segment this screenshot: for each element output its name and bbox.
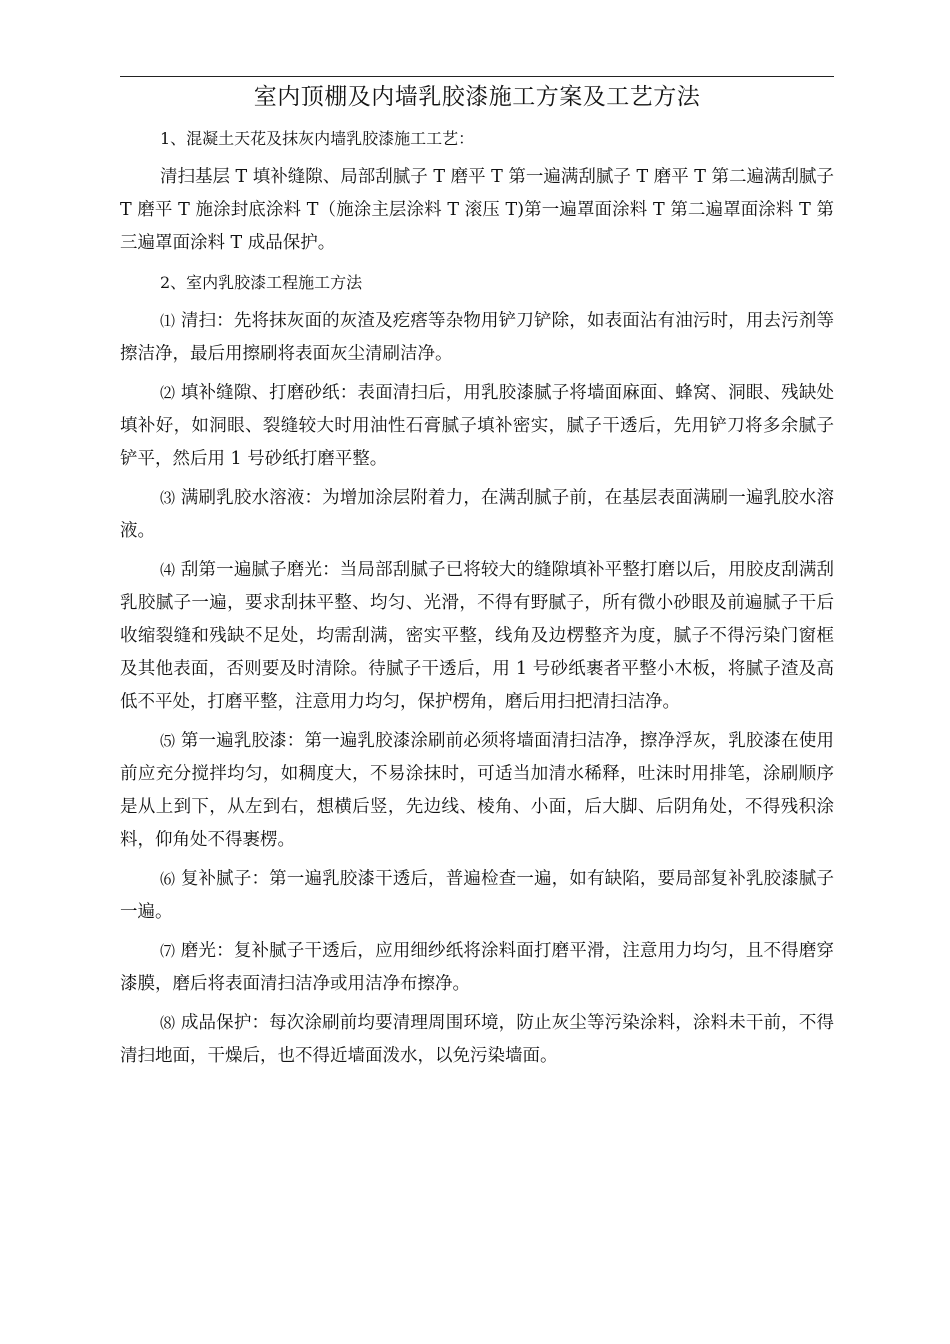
step-text: 满刷乳胶水溶液：为增加涂层附着力，在满刮腻子前，在基层表面满刷一遍乳胶水溶液。 <box>120 488 834 541</box>
step-text: 复补腻子：第一遍乳胶漆干透后，普遍检查一遍，如有缺陷，要局部复补乳胶漆腻子一遍。 <box>120 869 834 922</box>
step-number: ⑻ <box>160 1014 176 1032</box>
step-number: ⑶ <box>160 489 176 507</box>
step-item-7 <box>120 935 834 1001</box>
step-number: ⑺ <box>160 942 176 960</box>
document-body <box>120 122 834 1079</box>
document-title: 室内顶棚及内墙乳胶漆施工方案及工艺方法 <box>253 84 701 110</box>
step-item-8 <box>120 1007 834 1073</box>
step-text: 磨光：复补腻子干透后，应用细纱纸将涂料面打磨平滑，注意用力均匀，且不得磨穿漆膜，磨后将表面清扫洁净或用洁净布擦净。 <box>120 941 834 994</box>
header-rule <box>120 76 834 77</box>
step-text: 清扫：先将抹灰面的灰渣及疙瘩等杂物用铲刀铲除，如表面沾有油污时，用去污剂等擦洁净，最后用擦刷将表面灰尘清刷洁净。 <box>120 311 834 364</box>
step-number: ⑷ <box>160 561 176 579</box>
step-item-5 <box>120 725 834 857</box>
step-item-4 <box>120 554 834 719</box>
section-heading-2: 2、室内乳胶漆工程施工方法 <box>160 273 363 292</box>
step-item-2 <box>120 377 834 476</box>
step-text: 第一遍乳胶漆：第一遍乳胶漆涂刷前必须将墙面清扫洁净，擦净浮灰，乳胶漆在使用前应充分搅拌均匀，如稠度大，不易涂抹时，可适当加清水稀释，吐沫时用排笔，涂刷顺序是从上到下，从左到右，想横后竖，先边线、棱角、小面，后大脚、后阴角处，不得残积涂料，仰角处不得裹楞。 <box>120 731 834 850</box>
step-item-3 <box>120 482 834 548</box>
step-number: ⑵ <box>160 384 176 402</box>
section-heading-1: 1、混凝土天花及抹灰内墙乳胶漆施工工艺： <box>160 129 475 148</box>
step-number: ⑴ <box>160 312 176 330</box>
process-flow-paragraph: 清扫基层 T 填补缝隙、局部刮腻子 T 磨平 T 第一遍满刮腻子 T 磨平 T 第二遍满刮腻子 T 磨平 T 施涂封底涂料 T（施涂主层涂料 T 滚压 T)第一遍罩面涂料 T 第二遍罩面涂料 T 第三遍罩面涂料 T 成品保护。 <box>120 167 834 253</box>
step-number: ⑸ <box>160 732 176 750</box>
step-item-1 <box>120 305 834 371</box>
step-item-6 <box>120 863 834 929</box>
step-text: 填补缝隙、打磨砂纸：表面清扫后，用乳胶漆腻子将墙面麻面、蜂窝、洞眼、残缺处填补好，如洞眼、裂缝较大时用油性石膏腻子填补密实，腻子干透后，先用铲刀将多余腻子铲平，然后用 1 号砂纸打磨平整。 <box>120 383 834 469</box>
step-text: 成品保护：每次涂刷前均要清理周围环境，防止灰尘等污染涂料，涂料未干前，不得清扫地面，干燥后，也不得近墙面泼水，以免污染墙面。 <box>120 1013 834 1066</box>
step-text: 刮第一遍腻子磨光：当局部刮腻子已将较大的缝隙填补平整打磨以后，用胶皮刮满刮乳胶腻子一遍，要求刮抹平整、均匀、光滑，不得有野腻子，所有微小砂眼及前遍腻子干后收缩裂缝和残缺不足处，均需刮满，密实平整，线角及边楞整齐为度，腻子不得污染门窗框及其他表面，否则要及时清除。待腻子干透后，用 1 号砂纸裹者平整小木板，将腻子渣及高低不平处，打磨平整，注意用力均匀，保护楞角，磨后用扫把清扫洁净。 <box>120 560 834 712</box>
step-number: ⑹ <box>160 870 176 888</box>
